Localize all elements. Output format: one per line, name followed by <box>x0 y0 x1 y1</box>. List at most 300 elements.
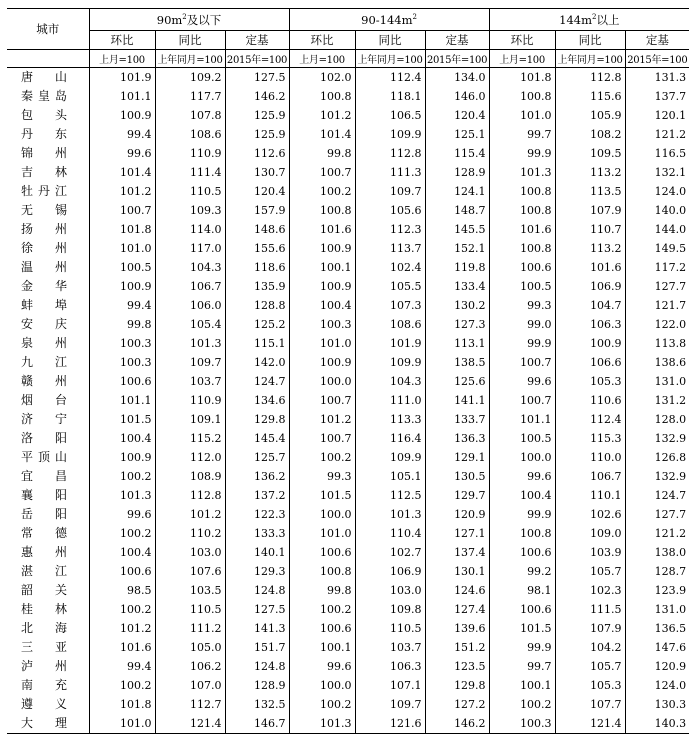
measure-header: 定基 <box>225 31 289 50</box>
value-cell: 152.1 <box>425 239 489 258</box>
city-cell <box>7 657 89 676</box>
value-cell: 108.9 <box>155 467 225 486</box>
value-cell: 105.3 <box>555 372 625 391</box>
table-row <box>7 87 689 106</box>
city-name: 南 充 <box>21 678 67 692</box>
value-cell: 113.2 <box>555 163 625 182</box>
value-cell: 100.7 <box>289 163 355 182</box>
table-row <box>7 562 689 581</box>
measure-header: 同比 <box>355 31 425 50</box>
value-cell: 124.0 <box>654 185 687 198</box>
value-cell: 105.4 <box>155 315 225 334</box>
table-row <box>7 448 689 467</box>
city-cell <box>7 372 89 391</box>
city-name: 平 顶 山 <box>21 450 67 464</box>
value-cell: 137.2 <box>225 486 289 505</box>
value-cell: 99.6 <box>489 467 555 486</box>
city-cell <box>7 258 89 277</box>
value-cell: 115.3 <box>555 429 625 448</box>
value-cell: 145.4 <box>225 429 289 448</box>
value-cell: 146.0 <box>425 87 489 106</box>
table-row <box>7 429 689 448</box>
value-cell: 127.4 <box>425 600 489 619</box>
value-cell: 107.6 <box>155 562 225 581</box>
value-cell: 101.6 <box>89 638 155 657</box>
value-cell: 113.7 <box>355 239 425 258</box>
value-cell: 100.9 <box>89 277 155 296</box>
value-cell: 106.0 <box>155 296 225 315</box>
value-cell: 107.7 <box>555 695 625 714</box>
value-cell: 100.9 <box>89 106 155 125</box>
value-cell: 100.7 <box>489 353 555 372</box>
measure-header: 定基 <box>425 31 489 50</box>
value-cell: 111.5 <box>555 600 625 619</box>
value-cell: 100.9 <box>289 277 355 296</box>
value-cell: 109.5 <box>555 144 625 163</box>
value-cell: 108.6 <box>155 125 225 144</box>
value-cell: 109.2 <box>155 68 225 88</box>
value-cell: 127.1 <box>425 524 489 543</box>
table-row <box>7 277 689 296</box>
value-cell: 100.2 <box>89 524 155 543</box>
value-cell: 100.8 <box>489 239 555 258</box>
base-header: 上年同月=100 <box>555 50 625 68</box>
value-cell: 115.2 <box>155 429 225 448</box>
value-cell: 101.6 <box>555 258 625 277</box>
value-cell: 127.7 <box>654 280 687 293</box>
city-cell <box>7 562 89 581</box>
value-cell: 113.2 <box>555 239 625 258</box>
value-cell: 106.9 <box>355 562 425 581</box>
table-row <box>7 106 689 125</box>
value-cell: 105.0 <box>155 638 225 657</box>
value-cell: 130.1 <box>425 562 489 581</box>
table-row <box>7 714 689 734</box>
value-cell: 101.0 <box>89 239 155 258</box>
value-cell: 112.8 <box>155 486 225 505</box>
value-cell: 109.9 <box>355 353 425 372</box>
table-body <box>7 68 689 734</box>
value-cell: 106.9 <box>555 277 625 296</box>
value-cell: 122.0 <box>654 318 687 331</box>
value-cell: 112.6 <box>225 144 289 163</box>
value-cell: 105.1 <box>355 467 425 486</box>
value-cell: 100.5 <box>489 277 555 296</box>
table-row <box>7 315 689 334</box>
value-cell: 109.8 <box>355 600 425 619</box>
value-cell: 103.0 <box>155 543 225 562</box>
value-cell: 135.9 <box>225 277 289 296</box>
city-cell <box>7 125 89 144</box>
value-cell: 100.1 <box>489 676 555 695</box>
value-cell: 140.3 <box>625 714 689 734</box>
value-cell: 106.7 <box>155 277 225 296</box>
group-label-tail: 及以下 <box>186 12 222 27</box>
value-cell: 125.9 <box>225 125 289 144</box>
value-cell: 101.4 <box>289 125 355 144</box>
value-cell: 101.6 <box>489 220 555 239</box>
value-cell: 100.8 <box>489 524 555 543</box>
base-header: 上月=100 <box>289 50 355 68</box>
value-cell: 140.0 <box>654 204 687 217</box>
value-cell: 100.0 <box>289 676 355 695</box>
value-cell: 100.7 <box>289 391 355 410</box>
value-cell: 100.9 <box>289 239 355 258</box>
city-cell <box>7 106 89 125</box>
value-cell: 113.1 <box>425 334 489 353</box>
value-cell: 100.7 <box>89 201 155 220</box>
measure-header: 同比 <box>155 31 225 50</box>
value-cell: 99.9 <box>489 505 555 524</box>
measure-header: 同比 <box>555 31 625 50</box>
value-cell: 120.9 <box>654 660 687 673</box>
value-cell: 125.6 <box>425 372 489 391</box>
table-row <box>7 372 689 391</box>
value-cell: 121.2 <box>654 527 687 540</box>
city-name: 无 锡 <box>21 203 67 217</box>
value-cell: 124.6 <box>425 581 489 600</box>
value-cell: 100.2 <box>89 467 155 486</box>
value-cell: 110.0 <box>555 448 625 467</box>
value-cell: 101.9 <box>355 334 425 353</box>
value-cell: 127.3 <box>425 315 489 334</box>
city-name: 唐 山 <box>21 70 67 84</box>
value-cell: 100.2 <box>89 600 155 619</box>
value-cell: 118.6 <box>225 258 289 277</box>
value-cell: 121.7 <box>654 299 687 312</box>
value-cell: 121.2 <box>654 128 687 141</box>
table-row <box>7 220 689 239</box>
value-cell: 136.5 <box>654 622 687 635</box>
value-cell: 105.9 <box>555 106 625 125</box>
city-name: 温 州 <box>21 260 67 274</box>
group-label-main: 90m <box>156 12 183 27</box>
city-name: 锦 州 <box>21 146 67 160</box>
value-cell: 121.4 <box>155 714 225 734</box>
value-cell: 101.0 <box>489 106 555 125</box>
value-cell: 103.5 <box>155 581 225 600</box>
value-cell: 125.2 <box>225 315 289 334</box>
city-name: 湛 江 <box>21 564 67 578</box>
city-name: 惠 州 <box>21 545 67 559</box>
base-header: 上年同月=100 <box>155 50 225 68</box>
city-name: 牡 丹 江 <box>21 184 67 198</box>
value-cell: 99.4 <box>89 657 155 676</box>
value-cell: 123.9 <box>654 584 687 597</box>
value-cell: 99.6 <box>89 144 155 163</box>
value-cell: 101.8 <box>489 68 555 88</box>
value-cell: 100.0 <box>289 505 355 524</box>
value-cell: 157.9 <box>225 201 289 220</box>
city-cell <box>7 543 89 562</box>
value-cell: 107.9 <box>555 201 625 220</box>
value-cell: 100.3 <box>289 315 355 334</box>
value-cell: 130.3 <box>654 698 687 711</box>
value-cell: 110.5 <box>155 182 225 201</box>
value-cell: 100.8 <box>489 87 555 106</box>
value-cell: 100.2 <box>489 695 555 714</box>
group-label-sup: 2 <box>592 12 597 21</box>
value-cell: 100.3 <box>89 353 155 372</box>
value-cell: 138.0 <box>654 546 687 559</box>
value-cell: 100.2 <box>289 448 355 467</box>
city-cell <box>7 277 89 296</box>
value-cell: 133.3 <box>225 524 289 543</box>
value-cell: 109.1 <box>155 410 225 429</box>
value-cell: 104.7 <box>555 296 625 315</box>
table-header <box>7 9 689 68</box>
value-cell: 113.8 <box>654 337 687 350</box>
value-cell: 99.9 <box>489 638 555 657</box>
value-cell: 100.0 <box>489 448 555 467</box>
table-row <box>7 144 689 163</box>
city-cell <box>7 467 89 486</box>
table-row <box>7 201 689 220</box>
value-cell: 101.1 <box>89 87 155 106</box>
value-cell: 101.9 <box>89 68 155 88</box>
value-cell: 117.7 <box>155 87 225 106</box>
table-row <box>7 182 689 201</box>
city-cell <box>7 87 89 106</box>
value-cell: 128.0 <box>654 413 687 426</box>
value-cell: 101.2 <box>89 182 155 201</box>
city-cell <box>7 486 89 505</box>
city-name: 包 头 <box>21 108 67 122</box>
value-cell: 109.9 <box>355 125 425 144</box>
value-cell: 120.4 <box>225 182 289 201</box>
value-cell: 99.9 <box>489 334 555 353</box>
city-name: 岳 阳 <box>21 507 67 521</box>
value-cell: 131.3 <box>654 71 687 84</box>
value-cell: 101.3 <box>89 486 155 505</box>
value-cell: 125.9 <box>225 106 289 125</box>
value-cell: 108.6 <box>355 315 425 334</box>
value-cell: 113.3 <box>355 410 425 429</box>
value-cell: 100.6 <box>89 372 155 391</box>
table-row <box>7 467 689 486</box>
value-cell: 124.7 <box>654 489 687 502</box>
value-cell: 101.5 <box>89 410 155 429</box>
table-row <box>7 505 689 524</box>
value-cell: 112.4 <box>555 410 625 429</box>
city-name: 遵 义 <box>21 697 67 711</box>
city-name: 烟 台 <box>21 393 67 407</box>
value-cell: 120.9 <box>425 505 489 524</box>
city-cell <box>7 391 89 410</box>
city-cell <box>7 315 89 334</box>
value-cell: 110.9 <box>155 391 225 410</box>
value-cell: 142.0 <box>225 353 289 372</box>
table-row <box>7 600 689 619</box>
value-cell: 110.5 <box>155 600 225 619</box>
city-name: 泉 州 <box>21 336 67 350</box>
value-cell: 109.7 <box>355 695 425 714</box>
value-cell: 130.7 <box>225 163 289 182</box>
value-cell: 148.6 <box>225 220 289 239</box>
city-name: 常 德 <box>21 526 67 540</box>
value-cell: 126.8 <box>654 451 687 464</box>
city-cell <box>7 296 89 315</box>
city-name: 金 华 <box>21 279 67 293</box>
table-row <box>7 296 689 315</box>
value-cell: 110.5 <box>355 619 425 638</box>
value-cell: 129.7 <box>425 486 489 505</box>
value-cell: 117.0 <box>155 239 225 258</box>
group-label-tail: 以上 <box>596 12 620 27</box>
value-cell: 100.5 <box>489 429 555 448</box>
value-cell: 101.0 <box>289 524 355 543</box>
city-cell <box>7 220 89 239</box>
value-cell: 100.7 <box>489 391 555 410</box>
value-cell: 138.6 <box>654 356 687 369</box>
value-cell: 103.7 <box>355 638 425 657</box>
value-cell: 114.0 <box>155 220 225 239</box>
city-cell <box>7 68 89 88</box>
value-cell: 109.7 <box>355 182 425 201</box>
value-cell: 132.1 <box>654 166 687 179</box>
value-cell: 112.4 <box>355 68 425 88</box>
value-cell: 147.6 <box>654 641 687 654</box>
value-cell: 110.6 <box>555 391 625 410</box>
value-cell: 151.7 <box>225 638 289 657</box>
value-cell: 103.9 <box>555 543 625 562</box>
value-cell: 101.0 <box>289 334 355 353</box>
value-cell: 112.8 <box>555 68 625 88</box>
value-cell: 102.0 <box>289 68 355 88</box>
value-cell: 101.4 <box>89 163 155 182</box>
city-cell <box>7 182 89 201</box>
value-cell: 111.3 <box>355 163 425 182</box>
city-name: 九 江 <box>21 355 67 369</box>
value-cell: 113.5 <box>555 182 625 201</box>
city-cell <box>7 638 89 657</box>
value-cell: 105.5 <box>355 277 425 296</box>
city-name: 徐 州 <box>21 241 67 255</box>
value-cell: 100.6 <box>89 562 155 581</box>
value-cell: 106.6 <box>555 353 625 372</box>
value-cell: 100.6 <box>489 600 555 619</box>
value-cell: 112.7 <box>155 695 225 714</box>
value-cell: 98.1 <box>489 581 555 600</box>
value-cell: 105.7 <box>555 562 625 581</box>
city-name: 襄 阳 <box>21 488 67 502</box>
value-cell: 115.4 <box>425 144 489 163</box>
value-cell: 100.6 <box>489 258 555 277</box>
table-row <box>7 676 689 695</box>
value-cell: 121.6 <box>355 714 425 734</box>
value-cell: 99.7 <box>489 657 555 676</box>
value-cell: 117.2 <box>654 261 687 274</box>
value-cell: 100.4 <box>89 429 155 448</box>
value-cell: 100.1 <box>289 638 355 657</box>
value-cell: 99.4 <box>89 296 155 315</box>
value-cell: 101.3 <box>155 334 225 353</box>
header-row-base <box>7 50 689 68</box>
value-cell: 110.9 <box>155 144 225 163</box>
value-cell: 141.1 <box>425 391 489 410</box>
value-cell: 137.7 <box>654 90 687 103</box>
city-name: 蚌 埠 <box>21 298 67 312</box>
table-row <box>7 657 689 676</box>
value-cell: 109.9 <box>355 448 425 467</box>
base-header: 上月=100 <box>89 50 155 68</box>
table-row <box>7 125 689 144</box>
table-row <box>7 524 689 543</box>
table-row <box>7 68 689 88</box>
value-cell: 110.2 <box>155 524 225 543</box>
city-cell <box>7 410 89 429</box>
city-name: 吉 林 <box>21 165 67 179</box>
value-cell: 120.4 <box>425 106 489 125</box>
value-cell: 106.3 <box>555 315 625 334</box>
value-cell: 112.3 <box>355 220 425 239</box>
value-cell: 127.2 <box>425 695 489 714</box>
value-cell: 101.2 <box>289 410 355 429</box>
value-cell: 132.5 <box>225 695 289 714</box>
value-cell: 103.7 <box>155 372 225 391</box>
value-cell: 100.8 <box>489 201 555 220</box>
value-cell: 105.6 <box>355 201 425 220</box>
city-cell <box>7 201 89 220</box>
value-cell: 100.2 <box>289 182 355 201</box>
value-cell: 101.1 <box>489 410 555 429</box>
value-cell: 101.5 <box>289 486 355 505</box>
price-index-table <box>7 8 689 734</box>
value-cell: 111.2 <box>155 619 225 638</box>
value-cell: 139.6 <box>425 619 489 638</box>
value-cell: 146.7 <box>225 714 289 734</box>
value-cell: 106.7 <box>555 467 625 486</box>
table-row <box>7 353 689 372</box>
measure-header: 环比 <box>89 31 155 50</box>
value-cell: 131.0 <box>654 375 687 388</box>
value-cell: 107.1 <box>355 676 425 695</box>
city-name: 北 海 <box>21 621 67 635</box>
value-cell: 101.6 <box>289 220 355 239</box>
city-name: 大 理 <box>21 716 67 730</box>
value-cell: 99.3 <box>289 467 355 486</box>
value-cell: 100.1 <box>289 258 355 277</box>
value-cell: 100.5 <box>89 258 155 277</box>
value-cell: 100.4 <box>289 296 355 315</box>
value-cell: 136.3 <box>425 429 489 448</box>
value-cell: 105.7 <box>555 657 625 676</box>
city-cell <box>7 581 89 600</box>
city-name: 韶 关 <box>21 583 67 597</box>
value-cell: 107.9 <box>555 619 625 638</box>
city-name: 桂 林 <box>21 602 67 616</box>
value-cell: 132.9 <box>654 470 687 483</box>
group-label-sup: 2 <box>182 12 187 21</box>
value-cell: 124.8 <box>225 581 289 600</box>
value-cell: 101.2 <box>155 505 225 524</box>
table-row <box>7 486 689 505</box>
value-cell: 110.4 <box>355 524 425 543</box>
value-cell: 101.2 <box>289 106 355 125</box>
table-row <box>7 239 689 258</box>
city-column-header: 城市 <box>7 9 89 50</box>
measure-header: 环比 <box>289 31 355 50</box>
value-cell: 137.4 <box>425 543 489 562</box>
base-header: 上月=100 <box>489 50 555 68</box>
value-cell: 138.5 <box>425 353 489 372</box>
value-cell: 109.7 <box>155 353 225 372</box>
base-header: 2015年=100 <box>225 50 289 68</box>
table-row <box>7 258 689 277</box>
value-cell: 100.4 <box>489 486 555 505</box>
value-cell: 128.9 <box>425 163 489 182</box>
value-cell: 106.2 <box>155 657 225 676</box>
